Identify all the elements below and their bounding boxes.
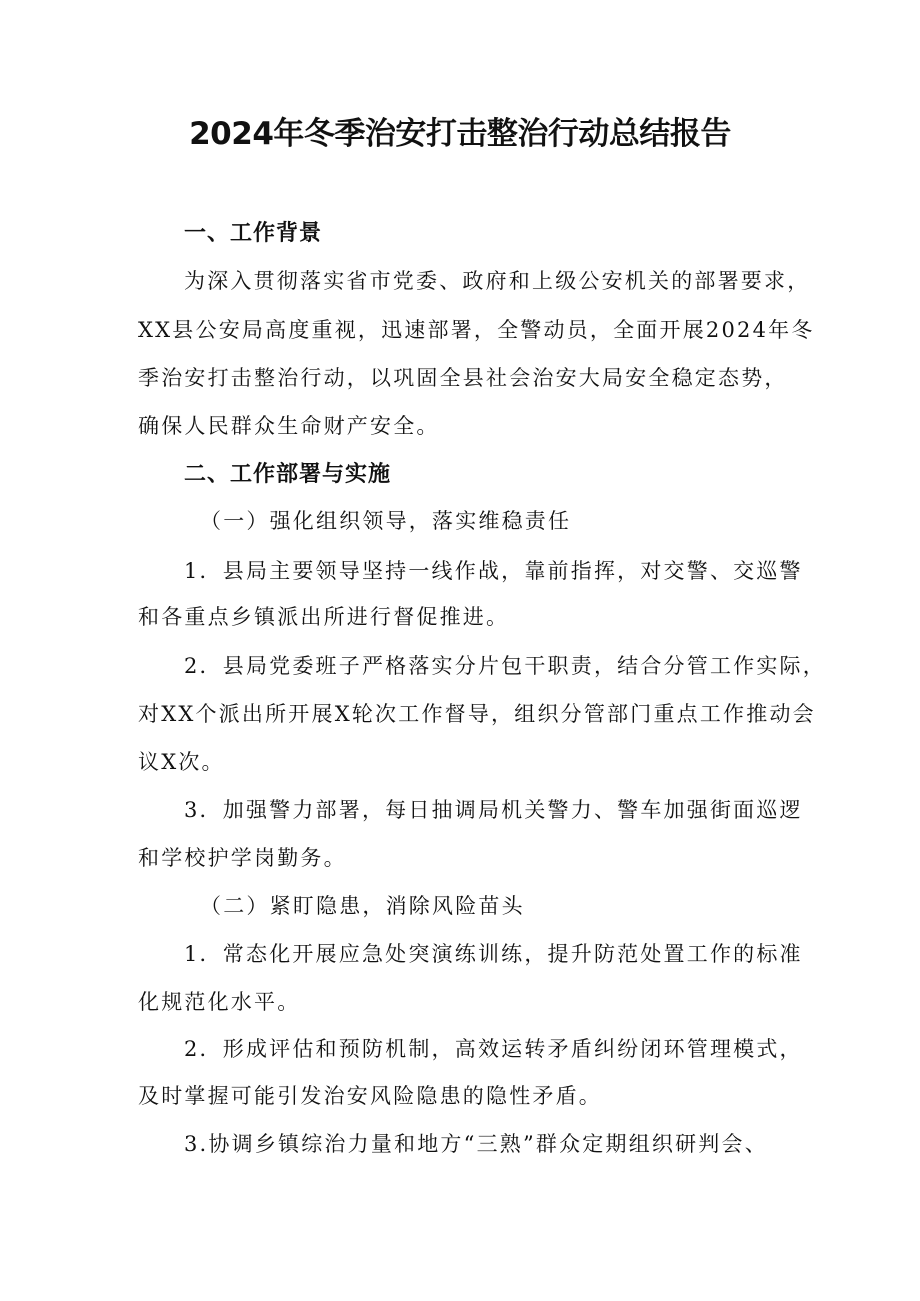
paragraph-line: 确保人民群众生命财产安全。 bbox=[138, 414, 440, 438]
subsection-heading-risk: （二）紧盯隐患，消除风险苗头 bbox=[200, 894, 525, 918]
document-title: 2024年冬季治安打击整治行动总结报告 bbox=[189, 116, 731, 152]
list-item-line: 1．常态化开展应急处突演练训练，提升防范处置工作的标准 bbox=[184, 942, 803, 966]
list-item-line: 3．加强警力部署，每日抽调局机关警力、警车加强街面巡逻 bbox=[184, 798, 803, 822]
list-item-line: 和各重点乡镇派出所进行督促推进。 bbox=[138, 605, 510, 629]
paragraph-line: XX县公安局高度重视，迅速部署，全警动员，全面开展2024年冬 bbox=[138, 318, 815, 342]
list-item-line: 化规范化水平。 bbox=[138, 990, 301, 1014]
list-item-line: 1．县局主要领导坚持一线作战，靠前指挥，对交警、交巡警 bbox=[184, 559, 803, 583]
list-item-line: 2．县局党委班子严格落实分片包干职责，结合分管工作实际， bbox=[184, 654, 826, 678]
paragraph-line: 季治安打击整治行动，以巩固全县社会治安大局安全稳定态势， bbox=[138, 366, 788, 390]
list-item-line: 议X次。 bbox=[138, 750, 225, 774]
paragraph-line: 为深入贯彻落实省市党委、政府和上级公安机关的部署要求， bbox=[184, 269, 811, 293]
section-heading-deployment: 二、工作部署与实施 bbox=[184, 462, 392, 487]
list-item-line: 及时掌握可能引发治安风险隐患的隐性矛盾。 bbox=[138, 1084, 602, 1108]
list-item-line: 2．形成评估和预防机制，高效运转矛盾纠纷闭环管理模式， bbox=[184, 1037, 803, 1061]
list-item-line: 对XX个派出所开展X轮次工作督导，组织分管部门重点工作推动会 bbox=[138, 702, 816, 726]
section-heading-background: 一、工作背景 bbox=[184, 221, 323, 246]
list-item-line: 和学校护学岗勤务。 bbox=[138, 846, 347, 870]
subsection-heading-organization: （一）强化组织领导，落实维稳责任 bbox=[200, 509, 572, 533]
list-item-line: 3.协调乡镇综治力量和地方“三熟”群众定期组织研判会、 bbox=[184, 1132, 768, 1156]
